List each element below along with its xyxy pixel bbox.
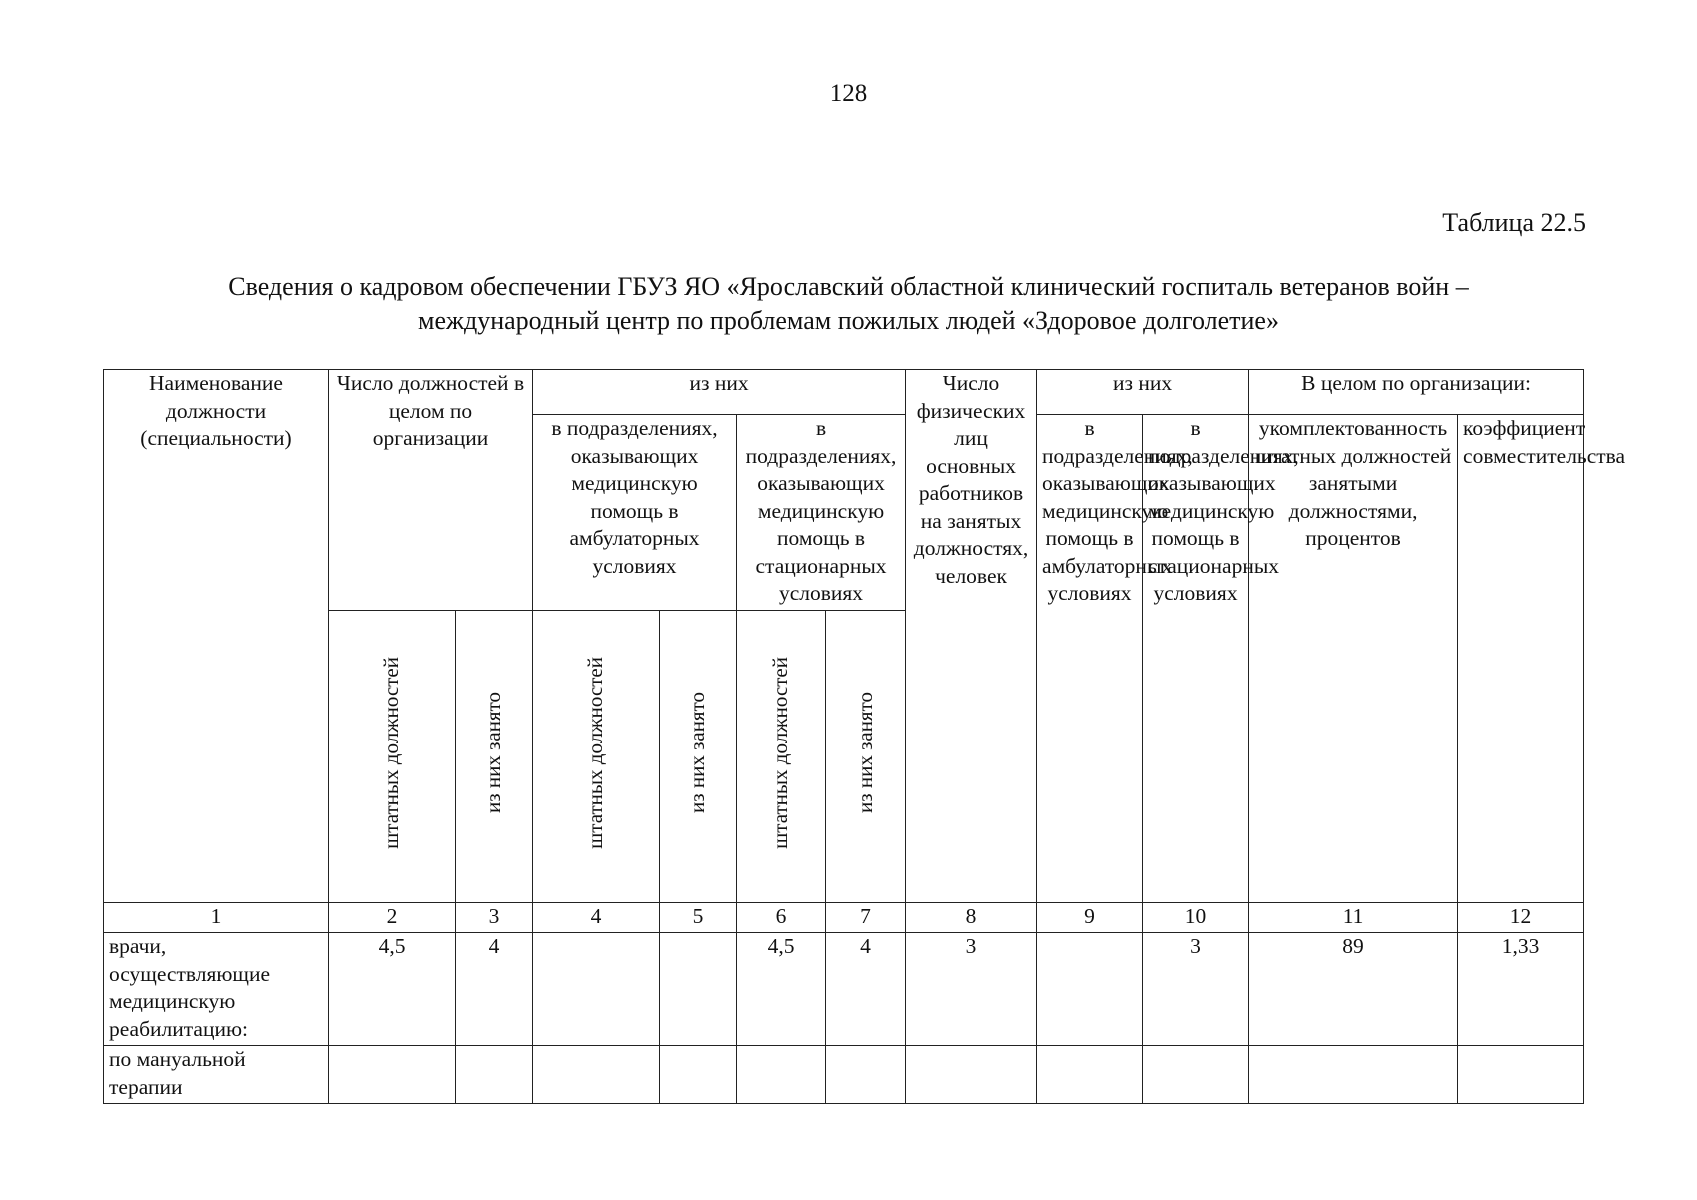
table-cell	[1037, 933, 1143, 1046]
table-row	[104, 1046, 1584, 1104]
table-cell	[1037, 1046, 1143, 1104]
table-cell: 4,5	[329, 933, 456, 1046]
column-number: 2	[329, 903, 456, 933]
table-cell	[533, 933, 660, 1046]
table-cell	[826, 1046, 906, 1104]
vertical-label: штатных должностей	[379, 656, 404, 849]
vertical-label: штатных должностей	[768, 656, 793, 849]
header-persons-inpatient: в подразделениях, оказывающих медицинскую помощь в стационарных условиях	[1143, 415, 1249, 903]
column-number: 9	[1037, 903, 1143, 933]
row-position-name: по мануальной терапии	[104, 1046, 329, 1104]
header-combination-coefficient: коэффициент совместительства	[1458, 415, 1584, 903]
document-title	[100, 270, 1597, 338]
header-total-occupied	[456, 611, 533, 903]
column-number: 3	[456, 903, 533, 933]
table-cell: 4	[456, 933, 533, 1046]
table-cell	[660, 933, 737, 1046]
staffing-table	[103, 369, 1626, 1104]
column-number: 11	[1249, 903, 1458, 933]
header-ambulatory-units: в подразделениях, оказывающих медицинскую помощь в амбулаторных условиях	[533, 415, 737, 611]
table-cell: 4,5	[737, 933, 826, 1046]
header-inpatient-staff	[737, 611, 826, 903]
table-cell: 89	[1249, 933, 1458, 1046]
header-organization-total: В целом по организации:	[1249, 370, 1584, 415]
header-of-them-2: из них	[1037, 370, 1249, 415]
header-physical-persons: Число физических лиц основных работников на занятых должностях, человек	[906, 370, 1037, 903]
header-persons-ambulatory: в подразделениях, оказывающих медицинскую помощь в амбулаторных условиях	[1037, 415, 1143, 903]
table-cell: 3	[1143, 933, 1249, 1046]
column-number: 10	[1143, 903, 1249, 933]
table-cell	[737, 1046, 826, 1104]
table-cell	[660, 1046, 737, 1104]
column-number: 8	[906, 903, 1037, 933]
table-cell	[1458, 1046, 1584, 1104]
column-number: 5	[660, 903, 737, 933]
header-of-them-1: из них	[533, 370, 906, 415]
column-number: 4	[533, 903, 660, 933]
header-positions-total: Число должностей в целом по организации	[329, 370, 533, 611]
vertical-label: штатных должностей	[583, 656, 608, 849]
header-inpatient-occupied	[826, 611, 906, 903]
vertical-label: из них занято	[685, 692, 710, 814]
column-numbers-row	[104, 903, 1584, 933]
header-ambulatory-occupied	[660, 611, 737, 903]
title-line-1: Сведения о кадровом обеспечении ГБУЗ ЯО «Ярославский областной клинический госпиталь ветеранов войн –	[228, 272, 1469, 301]
column-number: 7	[826, 903, 906, 933]
header-inpatient-units: в подразделениях, оказывающих медицинскую помощь в стационарных условиях	[737, 415, 906, 611]
page-number: 128	[829, 80, 868, 107]
title-line-2: международный центр по проблемам пожилых людей «Здоровое долголетие»	[418, 306, 1279, 335]
header-ambulatory-staff	[533, 611, 660, 903]
header-total-staff	[329, 611, 456, 903]
table-cell: 3	[906, 933, 1037, 1046]
table-cell	[533, 1046, 660, 1104]
table-cell	[1143, 1046, 1249, 1104]
table-cell	[329, 1046, 456, 1104]
table-label: Таблица 22.5	[1442, 208, 1586, 237]
column-number: 12	[1458, 903, 1584, 933]
table-cell: 1,33	[1458, 933, 1584, 1046]
column-number: 1	[104, 903, 329, 933]
table-cell	[1249, 1046, 1458, 1104]
vertical-label: из них занято	[852, 692, 877, 814]
table-cell	[456, 1046, 533, 1104]
header-staffing-percent: укомплектованность штатных должностей занятыми должностями, процентов	[1249, 415, 1458, 903]
table-row	[104, 933, 1584, 1046]
column-number: 6	[737, 903, 826, 933]
row-position-name: врачи, осуществляющие медицинскую реабилитацию:	[104, 933, 329, 1046]
table-cell	[906, 1046, 1037, 1104]
vertical-label: из них занято	[481, 692, 506, 814]
table-cell: 4	[826, 933, 906, 1046]
header-position-name: Наименование должности (специальности)	[104, 370, 329, 903]
